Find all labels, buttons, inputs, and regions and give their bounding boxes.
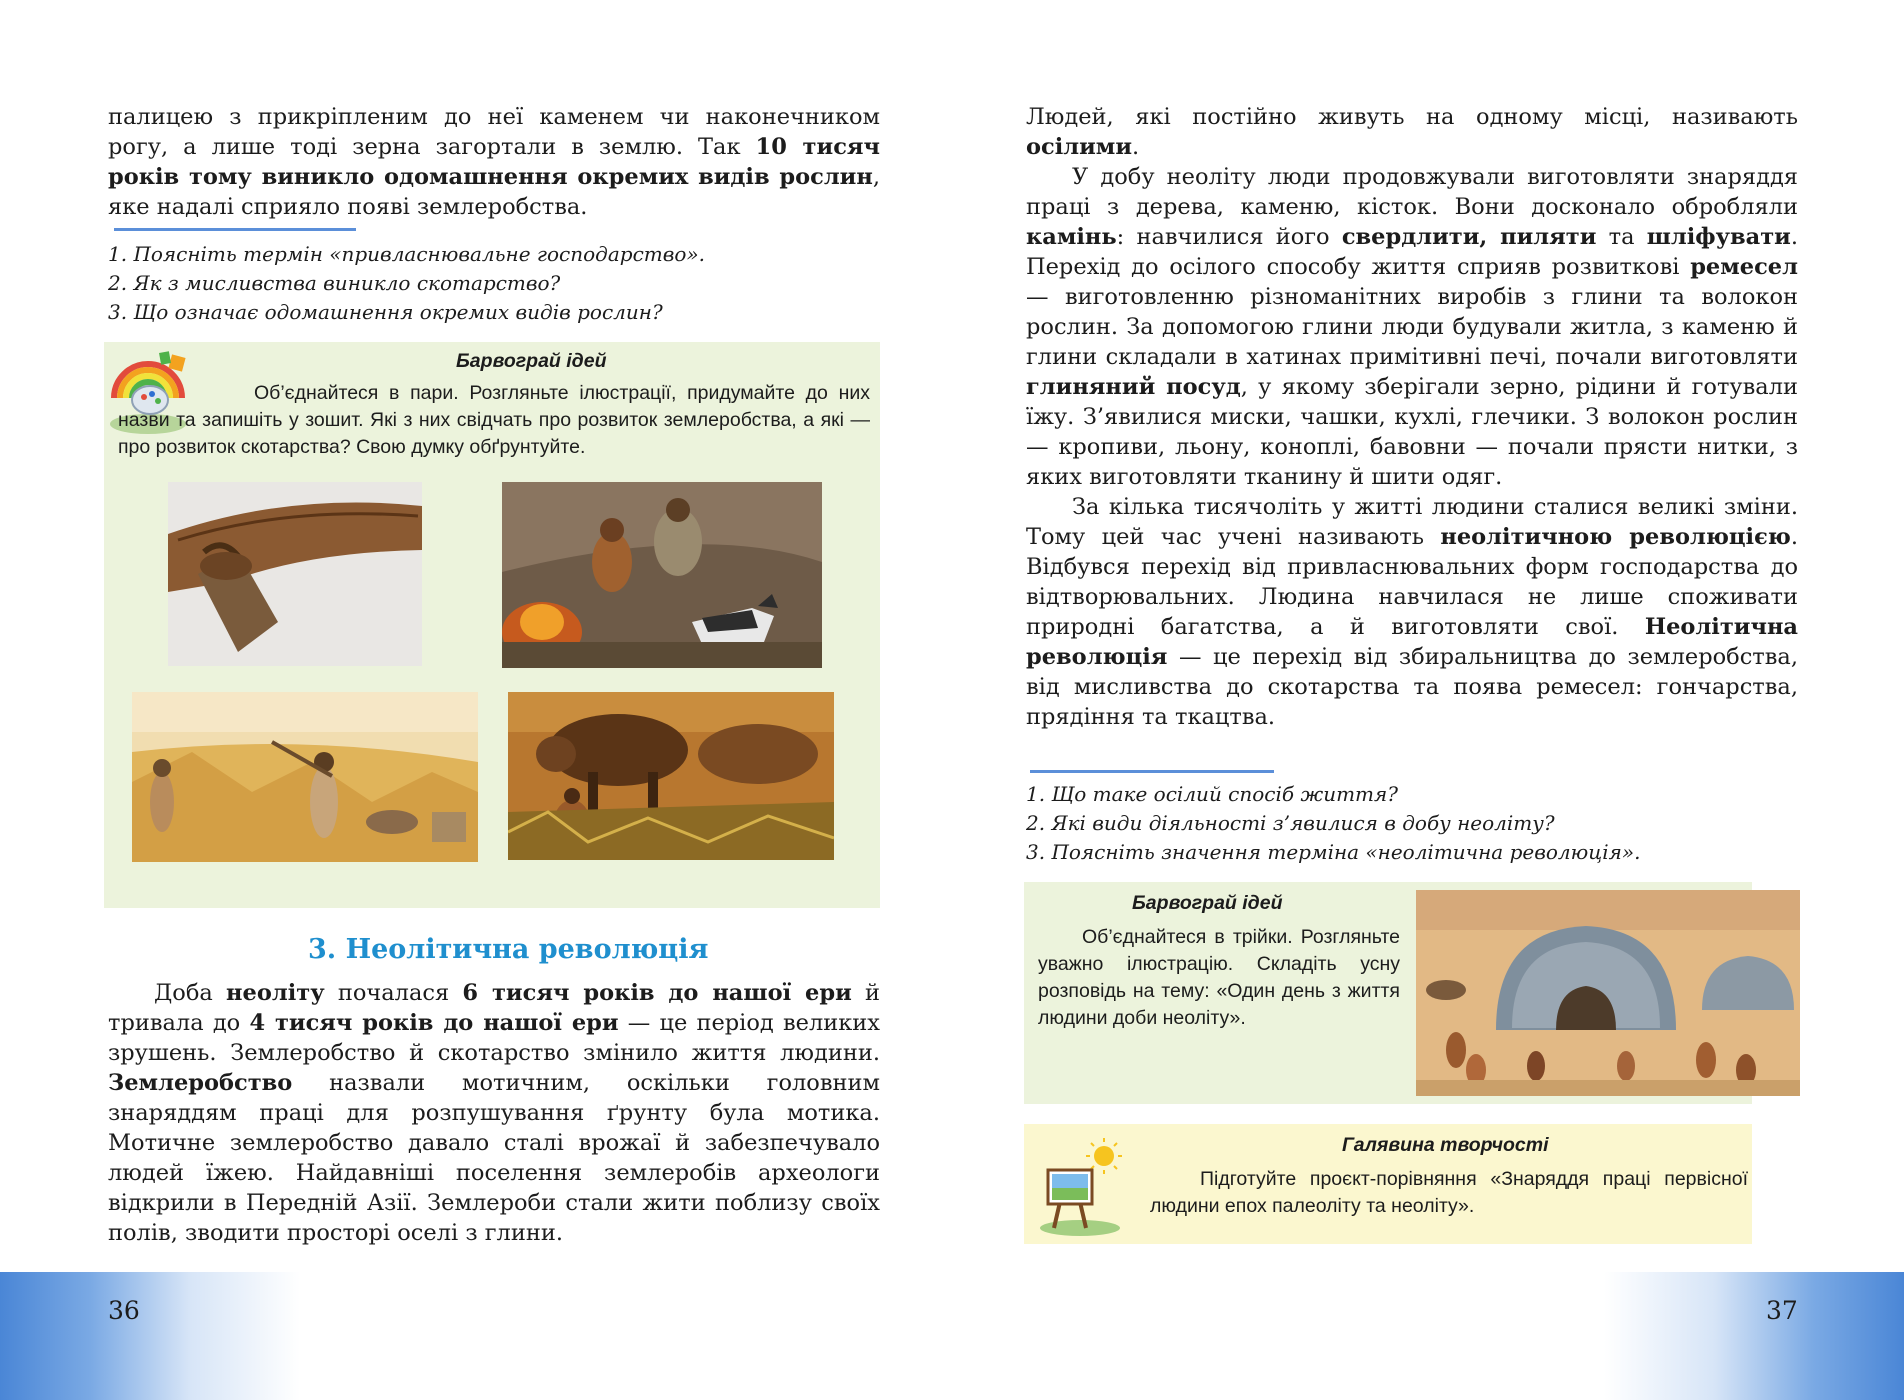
neolith-bold: Землеробство xyxy=(108,1070,293,1096)
tools-text: У добу неоліту люди продовжували виготовляти знаряддя праці з дерева, каменю, кісток. Вони досконало обробляли xyxy=(1026,164,1798,220)
creativity-box-title: Галявина творчості xyxy=(1342,1134,1549,1156)
revolution-text: . Відбувся перехід від привласнювальних форм господарства до відтворювальних. Людина навчилася не лише споживати природні багатства, а й виготовляти свої. xyxy=(1026,524,1798,640)
footer-band-left xyxy=(0,1272,952,1400)
footer-band-right xyxy=(952,1272,1904,1400)
ideas-box-title: Барвограй ідей xyxy=(1132,892,1283,914)
page-number-right: 37 xyxy=(1766,1296,1798,1325)
questions-list-left xyxy=(108,240,705,327)
question-item: 3. Поясніть значення терміна «неолітична революція». xyxy=(1026,840,1641,864)
photo-cattle xyxy=(508,692,834,860)
page-number-left: 36 xyxy=(108,1296,140,1325)
photo-cave-dog xyxy=(502,482,822,668)
neolith-text: почалася xyxy=(324,980,463,1006)
questions-list-right xyxy=(1026,780,1640,867)
right-page xyxy=(952,0,1904,1400)
question-item: 3. Що означає одомашнення окремих видів рослин? xyxy=(108,300,663,324)
settled-text: . xyxy=(1132,134,1140,160)
intro-paragraph xyxy=(108,102,880,222)
tools-bold: шліфувати xyxy=(1646,224,1791,250)
photo-neolithic-village xyxy=(1416,890,1800,1096)
neolith-text: Доба xyxy=(154,980,227,1006)
section-heading: 3. Неолітична революція xyxy=(308,934,709,965)
question-item: 1. Що таке осілий спосіб життя? xyxy=(1026,782,1398,806)
ideas-box-title: Барвограй ідей xyxy=(456,350,607,372)
neolith-bold: неоліту xyxy=(226,980,325,1006)
tools-bold: ремесел xyxy=(1690,254,1798,280)
tools-text: та xyxy=(1596,224,1647,250)
photo-harvest xyxy=(132,692,478,862)
creativity-box-text: Підготуйте проєкт-порівняння «Знаряддя праці первісної людини епох палеоліту та неоліту». xyxy=(1150,1168,1748,1217)
revolution-text: За кілька тисячоліть у житті людини сталися великі зміни. Тому цей час учені називають xyxy=(1026,494,1798,550)
question-item: 1. Поясніть термін «привласнювальне господарство». xyxy=(108,242,706,266)
revolution-bold: неолітичною революцією xyxy=(1440,524,1791,550)
revolution-bold: Неолітична революція xyxy=(1026,614,1798,670)
intro-text: палицею з прикріпленим до неї каменем чи наконечником рогу, а лише тоді зерна загортали в землю. Так xyxy=(108,104,880,160)
ideas-box-left xyxy=(104,342,880,908)
neolith-paragraph xyxy=(108,978,880,1248)
tools-bold: свердлити, пиляти xyxy=(1341,224,1597,250)
neolith-text: — це період великих зрушень. Землеробство й скотарство змінило життя людини. xyxy=(108,1010,880,1066)
tools-text: , у якому зберігали зерно, рідини й готували їжу. З’явилися миски, чашки, кухлі, глечики. З волокон рослин — кропиви, льону, коноплі, бавовни — почали прясти нитки, з яких виготовляти тканину й шити одяг. xyxy=(1026,374,1798,490)
neolith-text: назвали мотичним, оскільки головним знаряддям праці для розпушування ґрунту була мотика. Мотичне землеробство давало сталі врожаї й забезпечувало людей їжею. Найдавніші поселення землеробів археологи відкрили в Передній Азії. Землероби стали жити поблизу своїх полів, зводити просторі оселі з глини. xyxy=(108,1070,880,1246)
creativity-box xyxy=(1024,1124,1752,1244)
tools-text: — виготовленню різноманітних виробів з глини та волокон рослин. За допомогою глини люди будували житла, з каменю й глини складали в хатинах примітивні печі, почали виготовляти xyxy=(1026,284,1798,370)
tools-bold: камінь xyxy=(1026,224,1117,250)
ideas-box-right xyxy=(1024,882,1752,1104)
neolith-text: й тривала до xyxy=(108,980,881,1036)
settled-text: Людей, які постійно живуть на одному місці, називають xyxy=(1026,104,1798,130)
ideas-box-text: Об’єднайтеся в пари. Розгляньте ілюстрації, придумайте до них назви та запишіть у зошит. Які з них свідчать про розвиток землеробства, а які — про розвиток скотарства? Свою думку обґрунтуйте. xyxy=(118,382,870,458)
neolith-bold: 4 тисяч років до нашої ери xyxy=(249,1010,619,1036)
questions-divider xyxy=(1030,770,1274,773)
tools-bold: глиняний посуд xyxy=(1026,374,1241,400)
revolution-text: — це перехід від збиральництва до землеробства, від мисливства до скотарства та поява ремесел: гончарства, прядіння та ткацтва. xyxy=(1026,644,1798,730)
settled-bold: осілими xyxy=(1026,134,1133,160)
question-item: 2. Які види діяльності з’явилися в добу неоліту? xyxy=(1026,811,1555,835)
tools-text: : навчилися його xyxy=(1116,224,1342,250)
question-item: 2. Як з мисливства виникло скотарство? xyxy=(108,271,561,295)
neolith-bold: 6 тисяч років до нашої ери xyxy=(462,980,852,1006)
photo-stone-tool xyxy=(168,482,422,666)
ideas-box-text: Об’єднайтеся в трійки. Розгляньте уважно ілюстрацію. Складіть усну розповідь на тему: «Один день з життя людини доби неоліту». xyxy=(1038,926,1400,1029)
main-text-right xyxy=(1026,102,1798,732)
tools-text: . Перехід до осілого способу життя сприяв розвиткові xyxy=(1026,224,1799,280)
intro-bold-text: 10 тисяч років тому виникло одомашнення окремих видів рослин xyxy=(108,134,880,190)
easel-sun-icon xyxy=(1038,1136,1124,1236)
questions-divider xyxy=(114,228,356,231)
intro-text-end: , яке надалі сприяло появі землеробства. xyxy=(108,164,880,220)
